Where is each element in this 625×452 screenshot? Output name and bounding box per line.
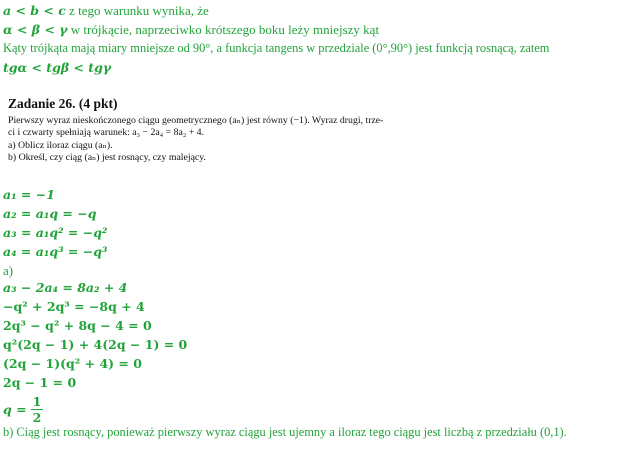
task-line-3: a) Oblicz iloraz ciągu (aₙ).	[8, 140, 113, 151]
intro-text-1: z tego warunku wynika, że	[65, 3, 209, 18]
intro-inequality-angles: α < β < γ	[3, 22, 68, 37]
task-line-4: b) Określ, czy ciąg (aₙ) jest rosnący, czy malejący.	[8, 152, 206, 163]
task-line-2: ci i czwarty spełniają warunek: a₃ − 2a₄ = 8a₂ + 4.	[8, 127, 205, 138]
term-a3: a₃ = a₁q² = −q²	[3, 225, 108, 240]
part-a-label: a)	[3, 263, 14, 278]
q-fraction-numerator: 1	[32, 394, 42, 409]
task-title: Zadanie 26. (4 pkt)	[8, 96, 118, 111]
intro-text-2: w trójkącie, naprzeciwko krótszego boku leży mniejszy kąt	[67, 22, 380, 37]
step-2: −q² + 2q³ = −8q + 4	[3, 299, 145, 314]
step-6: 2q − 1 = 0	[3, 375, 77, 390]
step-4: q²(2q − 1) + 4(2q − 1) = 0	[3, 337, 188, 352]
q-result-lhs: q =	[3, 402, 27, 417]
step-1: a₃ − 2a₄ = 8a₂ + 4	[3, 280, 128, 295]
intro-inequality-sides: a < b < c	[3, 3, 66, 18]
intro-line-1	[3, 2, 209, 20]
term-a2: a₂ = a₁q = −q	[3, 206, 97, 221]
intro-line-3: Kąty trójkąta mają miary mniejsze od 90°, a funkcja tangens w przedziale (0°,90°) jest funkcją rosnącą, zatem	[3, 41, 550, 55]
intro-line-2	[3, 21, 379, 39]
q-result	[3, 394, 43, 425]
term-a4: a₄ = a₁q³ = −q³	[3, 244, 108, 259]
step-5: (2q − 1)(q² + 4) = 0	[3, 356, 142, 371]
step-3: 2q³ − q² + 8q − 4 = 0	[3, 318, 152, 333]
q-fraction	[31, 394, 44, 425]
intro-conclusion: tgα < tgβ < tgγ	[3, 60, 112, 75]
q-fraction-denominator: 2	[32, 410, 42, 425]
term-a1: a₁ = −1	[3, 187, 55, 202]
task-line-1: Pierwszy wyraz nieskończonego ciągu geometrycznego (aₙ) jest równy (−1). Wyraz drugi, trze-	[8, 115, 384, 126]
part-b-answer: b) Ciąg jest rosnący, ponieważ pierwszy wyraz ciągu jest ujemny a iloraz tego ciągu jest liczbą z przedziału (0,1).	[3, 425, 567, 439]
